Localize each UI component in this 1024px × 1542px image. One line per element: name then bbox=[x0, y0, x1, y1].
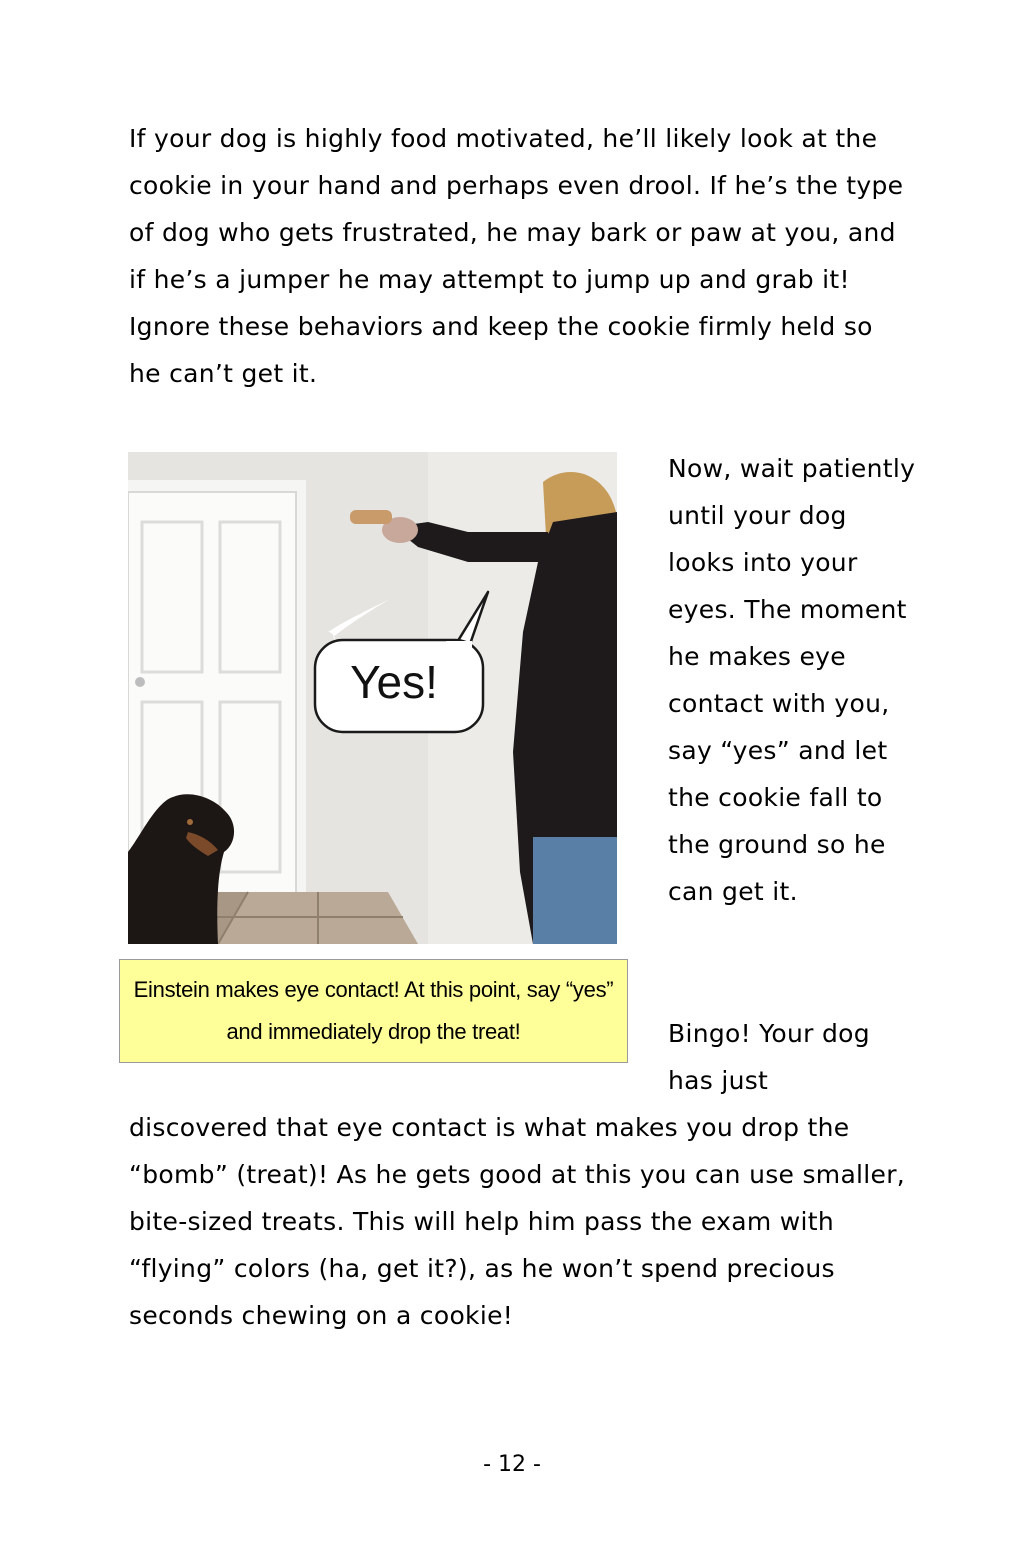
dog-training-photo bbox=[128, 452, 617, 944]
side-paragraph-bingo: Bingo! Your dog has just bbox=[668, 1019, 870, 1095]
photo-caption bbox=[119, 959, 628, 1063]
speech-bubble-text: Yes! bbox=[350, 656, 438, 708]
side-paragraph-wait: Now, wait patiently until your dog looks into your eyes. The moment he makes eye contact with you, say “yes” and let the cookie fall to the ground so he can get it. bbox=[668, 454, 916, 906]
photo-caption-text: Einstein makes eye contact! At this point, say “yes” and immediately drop the treat! bbox=[133, 977, 614, 1044]
intro-paragraph: If your dog is highly food motivated, he’ll likely look at the cookie in your hand and perhaps even drool. If he’s the type of dog who gets frustrated, he may bark or paw at you, and if he’s a jumper he may attempt to jump up and grab it! Ignore these behaviors and keep the cookie firmly held so he can’t get it. bbox=[129, 124, 904, 388]
continuation-paragraph: discovered that eye contact is what makes you drop the “bomb” (treat)! As he gets good at this you can use smaller, bite-sized treats. This will help him pass the exam with “flying” colors (ha, get it?), as he won’t spend precious seconds chewing on a cookie! bbox=[129, 1113, 906, 1330]
page-number: - 12 - bbox=[483, 1452, 541, 1477]
